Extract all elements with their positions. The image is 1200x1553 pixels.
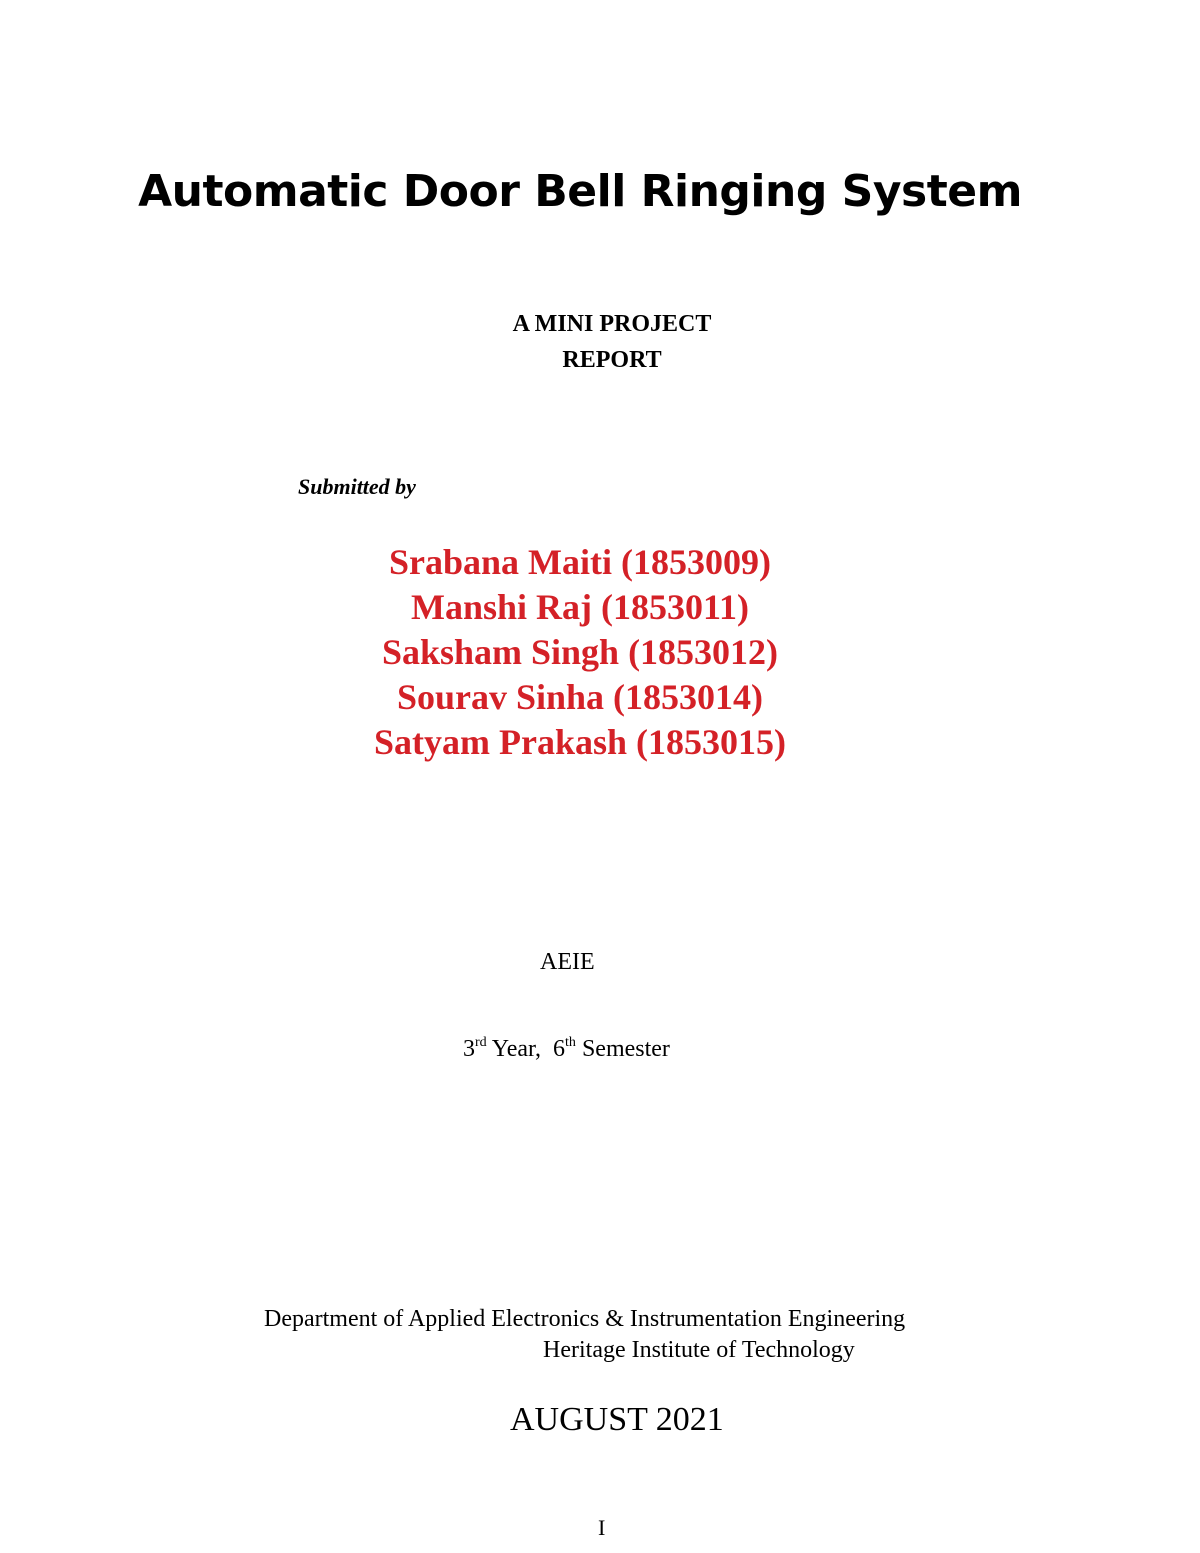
year-word: Year, (486, 1036, 554, 1062)
report-type-line1: A MINI PROJECT (512, 311, 712, 337)
page-number: I (598, 1515, 606, 1540)
institute-name: Heritage Institute of Technology (543, 1337, 855, 1363)
year-suffix: rd (475, 1035, 487, 1050)
year-semester (463, 1037, 670, 1061)
semester-suffix: th (565, 1035, 576, 1050)
author-name: Srabana Maiti (1853009) (389, 542, 771, 582)
semester-word: Semester (575, 1036, 670, 1062)
document-title: Automatic Door Bell Ringing System (138, 166, 1022, 217)
submission-date: AUGUST 2021 (510, 1401, 724, 1438)
department-abbreviation: AEIE (540, 949, 595, 975)
author-name: Sourav Sinha (1853014) (396, 677, 764, 717)
author-name: Satyam Prakash (1853015) (374, 722, 786, 762)
report-type-line2: REPORT (562, 347, 662, 373)
year-number: 3 (463, 1036, 475, 1062)
submitted-by-label: Submitted by (298, 474, 416, 499)
semester-number: 6 (553, 1036, 566, 1062)
author-list (0, 540, 1160, 765)
department-name: Department of Applied Electronics & Instrumentation Engineering (264, 1306, 906, 1332)
author-name: Saksham Singh (1853012) (381, 632, 779, 672)
author-name: Manshi Raj (1853011) (410, 587, 749, 627)
